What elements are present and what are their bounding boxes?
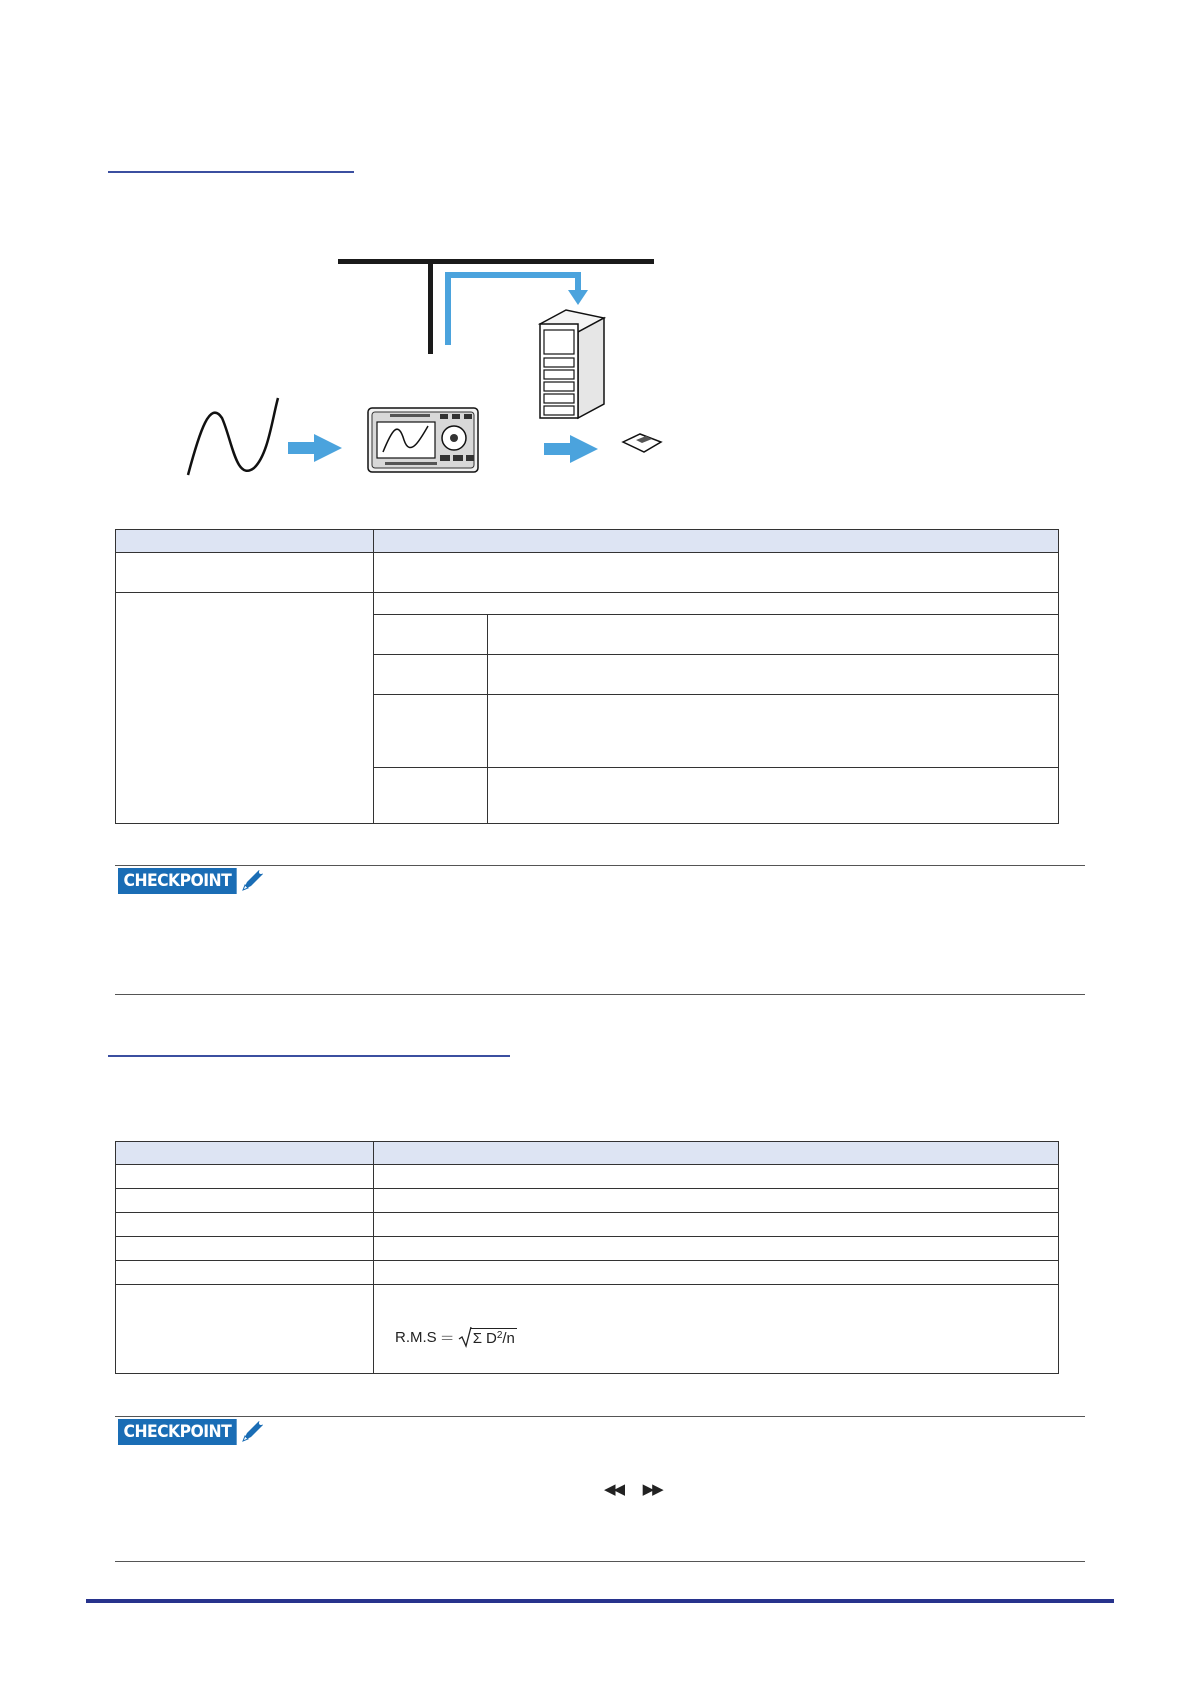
- square-root-icon: [458, 1326, 472, 1348]
- table-row: [116, 1213, 1059, 1237]
- table-cell: [374, 768, 488, 824]
- footer-rule: [86, 1599, 1114, 1603]
- table-cell: [116, 1261, 374, 1285]
- checkpoint-label: CHECKPOINT: [118, 1419, 237, 1445]
- input-waveform: [188, 398, 278, 475]
- forward-key-icon: ▶▶: [642, 1480, 662, 1498]
- logging-method-table: [115, 529, 1059, 824]
- checkpoint1-bottom-rule: [115, 994, 1085, 995]
- table-cell: [116, 1165, 374, 1189]
- table-cell: [374, 1213, 1059, 1237]
- data-flow-diagram: [0, 0, 1191, 500]
- table-cell: [116, 1189, 374, 1213]
- network-bus-line: [338, 259, 654, 264]
- sd-card-icon: [623, 434, 661, 452]
- rms-formula: [395, 1326, 517, 1348]
- pencil-icon: [239, 868, 265, 894]
- rewind-key-icon: ◀◀: [604, 1480, 624, 1498]
- formula-sigma: Σ: [472, 1329, 482, 1347]
- table-cell: [116, 1213, 374, 1237]
- table-cell: [488, 695, 1059, 768]
- key-glyphs: [604, 1480, 662, 1498]
- table-row: [116, 1237, 1059, 1261]
- formula-lhs: R.M.S: [395, 1328, 437, 1346]
- formula-body: D: [485, 1329, 497, 1347]
- table-cell: [116, 593, 374, 824]
- formula-exponent: 2: [496, 1329, 503, 1341]
- checkpoint2-badge: [118, 1419, 265, 1445]
- table-cell: [374, 1189, 1059, 1213]
- table-row: [116, 593, 1059, 615]
- checkpoint-label: CHECKPOINT: [118, 868, 237, 894]
- table-cell: [116, 553, 374, 593]
- checkpoint2-top-rule: [115, 1416, 1085, 1417]
- upload-arrow-head: [568, 290, 588, 305]
- input-arrow-icon: [288, 434, 342, 462]
- table-row: [116, 1261, 1059, 1285]
- checkpoint1-badge: [118, 868, 265, 894]
- checkpoint1-top-rule: [115, 865, 1085, 866]
- table-row: [116, 1189, 1059, 1213]
- table-cell: [374, 1261, 1059, 1285]
- table-header-row: [116, 530, 1059, 553]
- table-cell: [374, 655, 488, 695]
- table-cell: [374, 615, 488, 655]
- table-cell: [374, 1237, 1059, 1261]
- table-header-cell: [116, 530, 374, 553]
- table-header-row: [116, 1142, 1059, 1165]
- data-logger-device-icon: [368, 408, 478, 472]
- output-arrow-icon: [544, 435, 598, 463]
- table-row: [116, 1165, 1059, 1189]
- table-header-cell: [374, 1142, 1059, 1165]
- table-cell: [488, 615, 1059, 655]
- table-cell: [488, 768, 1059, 824]
- checkpoint2-bottom-rule: [115, 1561, 1085, 1562]
- calculation-table: [115, 1141, 1059, 1374]
- table-header-cell: [116, 1142, 374, 1165]
- section2-heading-underline: [108, 1055, 510, 1057]
- table-row: [116, 553, 1059, 593]
- pencil-icon: [239, 1419, 265, 1445]
- table-cell: [374, 695, 488, 768]
- table-cell: [374, 1165, 1059, 1189]
- formula-tail: /n: [502, 1329, 515, 1347]
- table-cell: [116, 1237, 374, 1261]
- network-drop-line: [428, 262, 433, 354]
- table-header-cell: [374, 530, 1059, 553]
- table-cell: [488, 655, 1059, 695]
- table-row: [116, 1285, 1059, 1374]
- table-cell: [116, 1285, 374, 1374]
- table-cell: [374, 593, 1059, 615]
- server-icon: [540, 310, 604, 418]
- formula-equals: ＝: [439, 1329, 455, 1347]
- table-cell: [374, 553, 1059, 593]
